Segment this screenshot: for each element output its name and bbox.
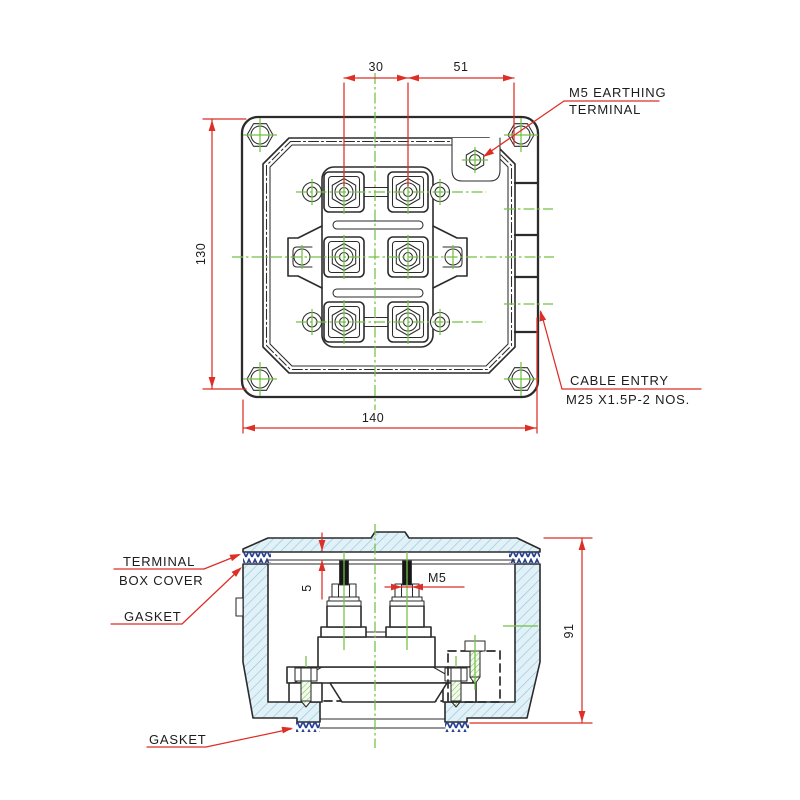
dim-text-140: 140 bbox=[361, 411, 385, 425]
gasket-upper-label: GASKET bbox=[124, 609, 182, 624]
terminal-assembly-section bbox=[287, 561, 500, 707]
cover-label-line1: TERMINAL bbox=[123, 554, 196, 569]
gasket-bottom-left bbox=[296, 722, 320, 732]
section-view bbox=[111, 524, 592, 748]
top-view bbox=[194, 60, 701, 433]
dim-text-51: 51 bbox=[453, 60, 469, 74]
cable-entry-label-line1: CABLE ENTRY bbox=[570, 373, 669, 388]
cover-callout bbox=[114, 551, 242, 588]
terminal-box-cover bbox=[243, 532, 540, 552]
cable-entry-label-line2: M25 X1.5P-2 NOS. bbox=[566, 392, 691, 407]
dim-130 bbox=[194, 119, 246, 389]
dim-text-5: 5 bbox=[300, 584, 314, 592]
gasket-bottom-right bbox=[445, 722, 469, 732]
wall-tab bbox=[236, 598, 243, 616]
dim-text-m5: M5 bbox=[428, 571, 447, 585]
dim-text-91: 91 bbox=[562, 623, 576, 639]
cable-entry-callout bbox=[537, 309, 701, 407]
earthing-label-line1: M5 EARTHING bbox=[569, 85, 667, 100]
gasket-lower-callout bbox=[147, 725, 294, 747]
gasket-top-left bbox=[243, 552, 271, 563]
terminal-body-block bbox=[318, 637, 435, 667]
dim-m5 bbox=[385, 571, 464, 590]
earthing-label-line2: TERMINAL bbox=[569, 102, 642, 117]
cover-label-line2: BOX COVER bbox=[119, 573, 204, 588]
earthing-terminal-pocket bbox=[452, 138, 500, 181]
dim-text-130: 130 bbox=[194, 242, 208, 266]
gasket-top-right bbox=[509, 552, 540, 563]
dim-text-30: 30 bbox=[368, 60, 384, 74]
gasket-lower-label: GASKET bbox=[149, 732, 207, 747]
